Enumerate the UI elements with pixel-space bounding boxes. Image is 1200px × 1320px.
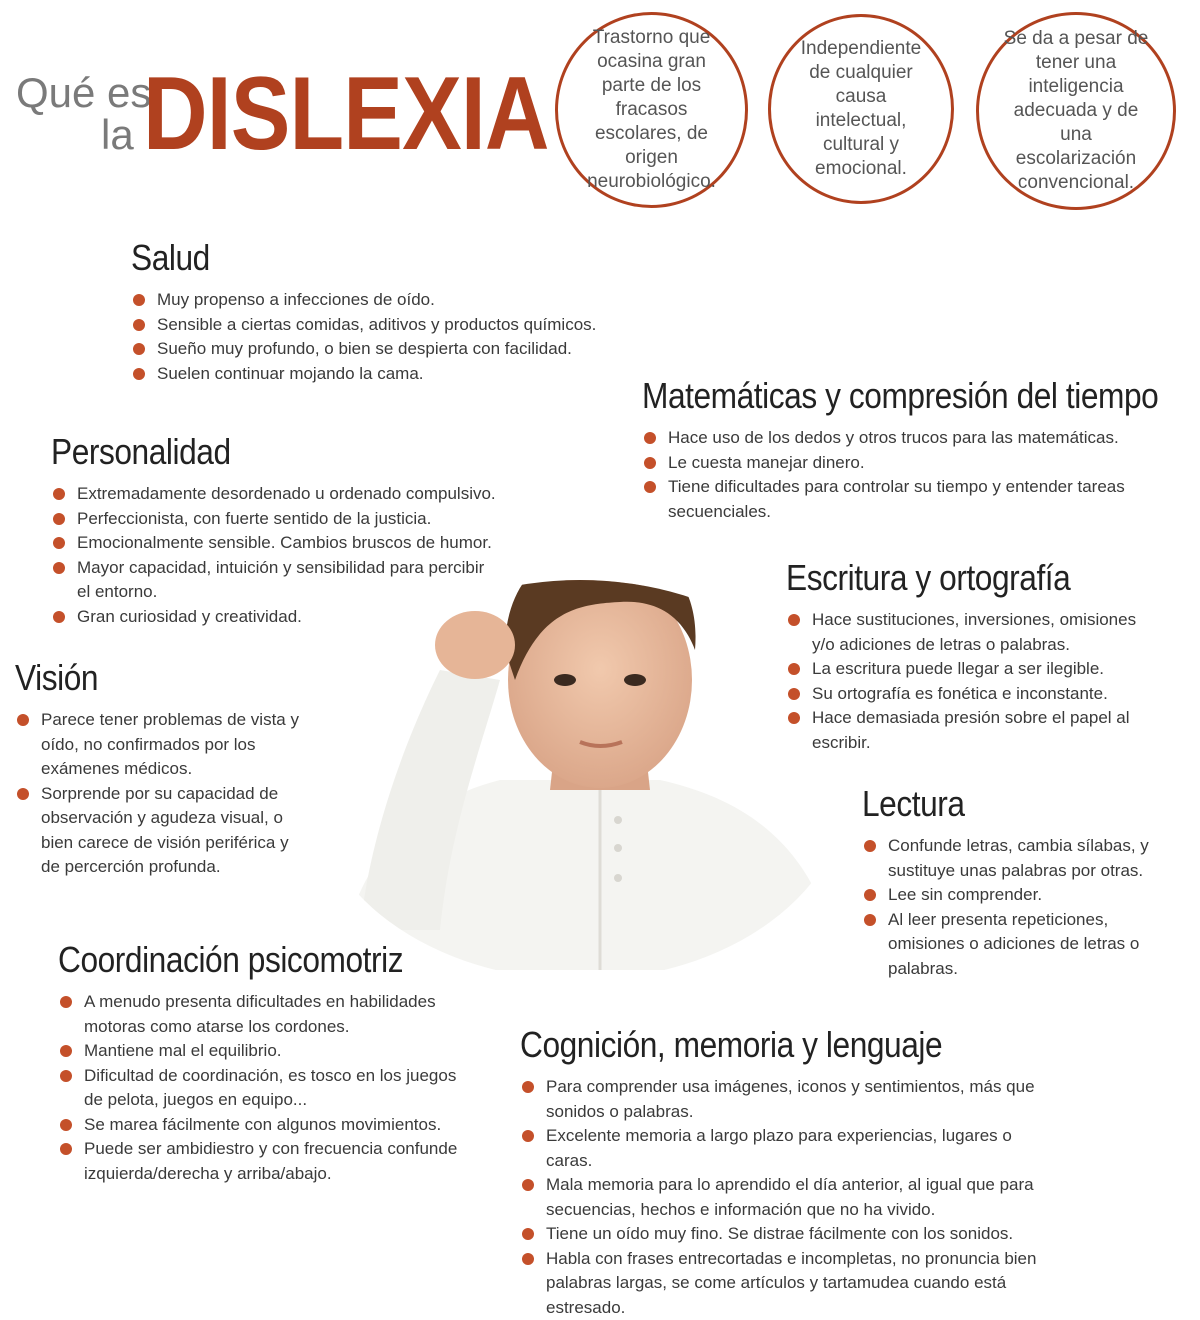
list-item: Tiene un oído muy fino. Se distrae fácilmente con los sonidos. bbox=[520, 1222, 1050, 1247]
bullet-icon bbox=[60, 1070, 72, 1082]
section-matematicas-title: Matemáticas y compresión del tiempo bbox=[642, 376, 1100, 416]
bullet-icon bbox=[60, 1119, 72, 1131]
bullet-icon bbox=[133, 294, 145, 306]
section-coordinacion bbox=[58, 940, 458, 1186]
section-lectura-list bbox=[862, 834, 1162, 981]
list-item: Excelente memoria a largo plazo para experiencias, lugares o caras. bbox=[520, 1124, 1050, 1173]
info-circle-2 bbox=[768, 14, 954, 204]
list-item: Mayor capacidad, intuición y sensibilidad para percibir el entorno. bbox=[51, 556, 499, 605]
section-cognicion-title: Cognición, memoria y lenguaje bbox=[520, 1025, 986, 1065]
list-item: Confunde letras, cambia sílabas, y sustituye unas palabras por otras. bbox=[862, 834, 1162, 883]
list-item: Perfeccionista, con fuerte sentido de la justicia. bbox=[51, 507, 499, 532]
list-item: Sueño muy profundo, o bien se despierta con facilidad. bbox=[131, 337, 631, 362]
section-salud-title: Salud bbox=[131, 238, 571, 278]
bullet-icon bbox=[788, 712, 800, 724]
info-circle-1 bbox=[555, 12, 748, 208]
list-item: Sorprende por su capacidad de observación y agudeza visual, o bien carece de visión periférica y de percerción profunda. bbox=[15, 782, 305, 880]
section-escritura-title: Escritura y ortografía bbox=[786, 558, 1103, 598]
bullet-icon bbox=[53, 513, 65, 525]
bullet-icon bbox=[788, 614, 800, 626]
list-item: Gran curiosidad y creatividad. bbox=[51, 605, 499, 630]
section-personalidad-list bbox=[51, 482, 499, 629]
list-item: Dificultad de coordinación, es tosco en los juegos de pelota, juegos en equipo... bbox=[58, 1064, 458, 1113]
list-item: Mantiene mal el equilibrio. bbox=[58, 1039, 458, 1064]
bullet-icon bbox=[644, 481, 656, 493]
bullet-icon bbox=[522, 1253, 534, 1265]
bullet-icon bbox=[522, 1179, 534, 1191]
list-item: Para comprender usa imágenes, iconos y sentimientos, más que sonidos o palabras. bbox=[520, 1075, 1050, 1124]
section-coordinacion-title: Coordinación psicomotriz bbox=[58, 940, 410, 980]
list-item: Le cuesta manejar dinero. bbox=[642, 451, 1162, 476]
list-item: Muy propenso a infecciones de oído. bbox=[131, 288, 631, 313]
section-coordinacion-list bbox=[58, 990, 458, 1186]
section-matematicas bbox=[642, 376, 1162, 524]
bullet-icon bbox=[53, 562, 65, 574]
section-personalidad-title: Personalidad bbox=[51, 432, 445, 472]
section-lectura-title: Lectura bbox=[862, 784, 1126, 824]
list-item: A menudo presenta dificultades en habilidades motoras como atarse los cordones. bbox=[58, 990, 458, 1039]
bullet-icon bbox=[788, 688, 800, 700]
list-item: Parece tener problemas de vista y oído, no confirmados por los exámenes médicos. bbox=[15, 708, 305, 782]
section-vision bbox=[15, 658, 305, 880]
list-item: Tiene dificultades para controlar su tiempo y entender tareas secuenciales. bbox=[642, 475, 1162, 524]
title-la: la bbox=[101, 114, 134, 156]
list-item: Habla con frases entrecortadas e incompletas, no pronuncia bien palabras largas, se come artículos y tartamudea cuando está estresado. bbox=[520, 1247, 1050, 1320]
list-item: Suelen continuar mojando la cama. bbox=[131, 362, 631, 387]
section-cognicion-list bbox=[520, 1075, 1050, 1320]
section-vision-list bbox=[15, 708, 305, 880]
list-item: Al leer presenta repeticiones, omisiones o adiciones de letras o palabras. bbox=[862, 908, 1162, 982]
section-matematicas-list bbox=[642, 426, 1162, 524]
bullet-icon bbox=[17, 714, 29, 726]
bullet-icon bbox=[864, 889, 876, 901]
bullet-icon bbox=[133, 319, 145, 331]
bullet-icon bbox=[60, 1143, 72, 1155]
info-circle-1-text: Trastorno que ocasina gran parte de los fracasos escolares, de origen neurobiológico. bbox=[578, 26, 725, 194]
list-item: Hace sustituciones, inversiones, omisiones y/o adiciones de letras o palabras. bbox=[786, 608, 1146, 657]
bullet-icon bbox=[133, 343, 145, 355]
list-item: Su ortografía es fonética e inconstante. bbox=[786, 682, 1146, 707]
list-item: La escritura puede llegar a ser ilegible. bbox=[786, 657, 1146, 682]
title-que-es: Qué es bbox=[16, 72, 151, 114]
info-circle-3 bbox=[976, 12, 1176, 210]
bullet-icon bbox=[60, 996, 72, 1008]
list-item: Mala memoria para lo aprendido el día anterior, al igual que para secuencias, hechos e información que no ha vivido. bbox=[520, 1173, 1050, 1222]
bullet-icon bbox=[17, 788, 29, 800]
bullet-icon bbox=[644, 457, 656, 469]
bullet-icon bbox=[788, 663, 800, 675]
list-item: Hace uso de los dedos y otros trucos para las matemáticas. bbox=[642, 426, 1162, 451]
bullet-icon bbox=[864, 914, 876, 926]
list-item: Emocionalmente sensible. Cambios bruscos de humor. bbox=[51, 531, 499, 556]
list-item: Sensible a ciertas comidas, aditivos y productos químicos. bbox=[131, 313, 631, 338]
info-circle-2-text: Independiente de cualquier causa intelectual, cultural y emocional. bbox=[791, 37, 931, 181]
bullet-icon bbox=[53, 488, 65, 500]
bullet-icon bbox=[53, 611, 65, 623]
section-escritura bbox=[786, 558, 1146, 755]
title-dislexia: DISLEXIA bbox=[143, 62, 549, 166]
bullet-icon bbox=[522, 1130, 534, 1142]
section-cognicion bbox=[520, 1025, 1050, 1320]
section-escritura-list bbox=[786, 608, 1146, 755]
list-item: Lee sin comprender. bbox=[862, 883, 1162, 908]
section-personalidad bbox=[51, 432, 499, 629]
list-item: Se marea fácilmente con algunos movimientos. bbox=[58, 1113, 458, 1138]
section-lectura bbox=[862, 784, 1162, 981]
section-salud-list bbox=[131, 288, 631, 386]
info-circle-3-text: Se da a pesar de tener una inteligencia adecuada y de una escolarización convencional. bbox=[999, 27, 1153, 195]
list-item: Extremadamente desordenado u ordenado compulsivo. bbox=[51, 482, 499, 507]
bullet-icon bbox=[522, 1081, 534, 1093]
bullet-icon bbox=[53, 537, 65, 549]
list-item: Puede ser ambidiestro y con frecuencia confunde izquierda/derecha y arriba/abajo. bbox=[58, 1137, 458, 1186]
bullet-icon bbox=[864, 840, 876, 852]
section-vision-title: Visión bbox=[15, 658, 270, 698]
list-item: Hace demasiada presión sobre el papel al escribir. bbox=[786, 706, 1146, 755]
bullet-icon bbox=[522, 1228, 534, 1240]
bullet-icon bbox=[133, 368, 145, 380]
section-salud bbox=[131, 238, 631, 386]
bullet-icon bbox=[60, 1045, 72, 1057]
bullet-icon bbox=[644, 432, 656, 444]
